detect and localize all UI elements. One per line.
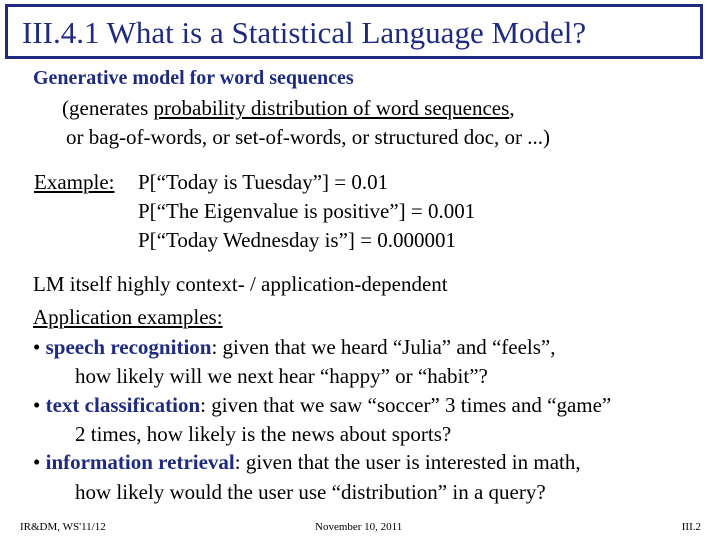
example-item-3: P[“Today Wednesday is”] = 0.000001 bbox=[138, 228, 456, 252]
footer-date: November 10, 2011 bbox=[315, 521, 403, 533]
bullet: • bbox=[33, 335, 41, 359]
applications-heading: Application examples: bbox=[33, 305, 223, 329]
slide-title: III.4.1 What is a Statistical Language Model? bbox=[22, 15, 587, 50]
application-item-text-cont: 2 times, how likely is the news about sports? bbox=[75, 422, 452, 446]
application-item-text bbox=[33, 393, 611, 417]
generative-line-1 bbox=[62, 96, 515, 120]
generative-heading: Generative model for word sequences bbox=[33, 67, 354, 89]
application-item-ir-cont: how likely would the user use “distribution” in a query? bbox=[75, 480, 546, 504]
application-term: text classification bbox=[45, 393, 201, 417]
generative-line-1-suffix: , bbox=[509, 96, 515, 120]
application-item-ir bbox=[33, 450, 581, 474]
example-item-1: P[“Today is Tuesday”] = 0.01 bbox=[138, 170, 389, 194]
application-rest: : given that we saw “soccer” 3 times and “game” bbox=[200, 393, 612, 417]
footer-course: IR&DM, WS'11/12 bbox=[20, 521, 106, 533]
bullet: • bbox=[33, 450, 41, 474]
footer-page-number: III.2 bbox=[681, 521, 701, 533]
example-item-2: P[“The Eigenvalue is positive”] = 0.001 bbox=[138, 199, 476, 223]
generative-line-2: or bag-of-words, or set-of-words, or structured doc, or ...) bbox=[66, 125, 551, 149]
application-item-speech-cont: how likely will we next hear “happy” or “habit”? bbox=[75, 364, 488, 388]
bullet: • bbox=[33, 393, 41, 417]
application-term: information retrieval bbox=[45, 450, 235, 474]
example-label: Example: bbox=[34, 170, 115, 194]
application-item-speech bbox=[33, 335, 555, 359]
generative-line-1-prefix: (generates bbox=[62, 96, 154, 120]
lm-context-line: LM itself highly context- / application-dependent bbox=[33, 272, 448, 296]
generative-line-1-underlined: probability distribution of word sequences bbox=[153, 96, 510, 120]
application-rest: : given that we heard “Julia” and “feels”, bbox=[211, 335, 556, 359]
application-rest: : given that the user is interested in math, bbox=[234, 450, 581, 474]
application-term: speech recognition bbox=[45, 335, 212, 359]
